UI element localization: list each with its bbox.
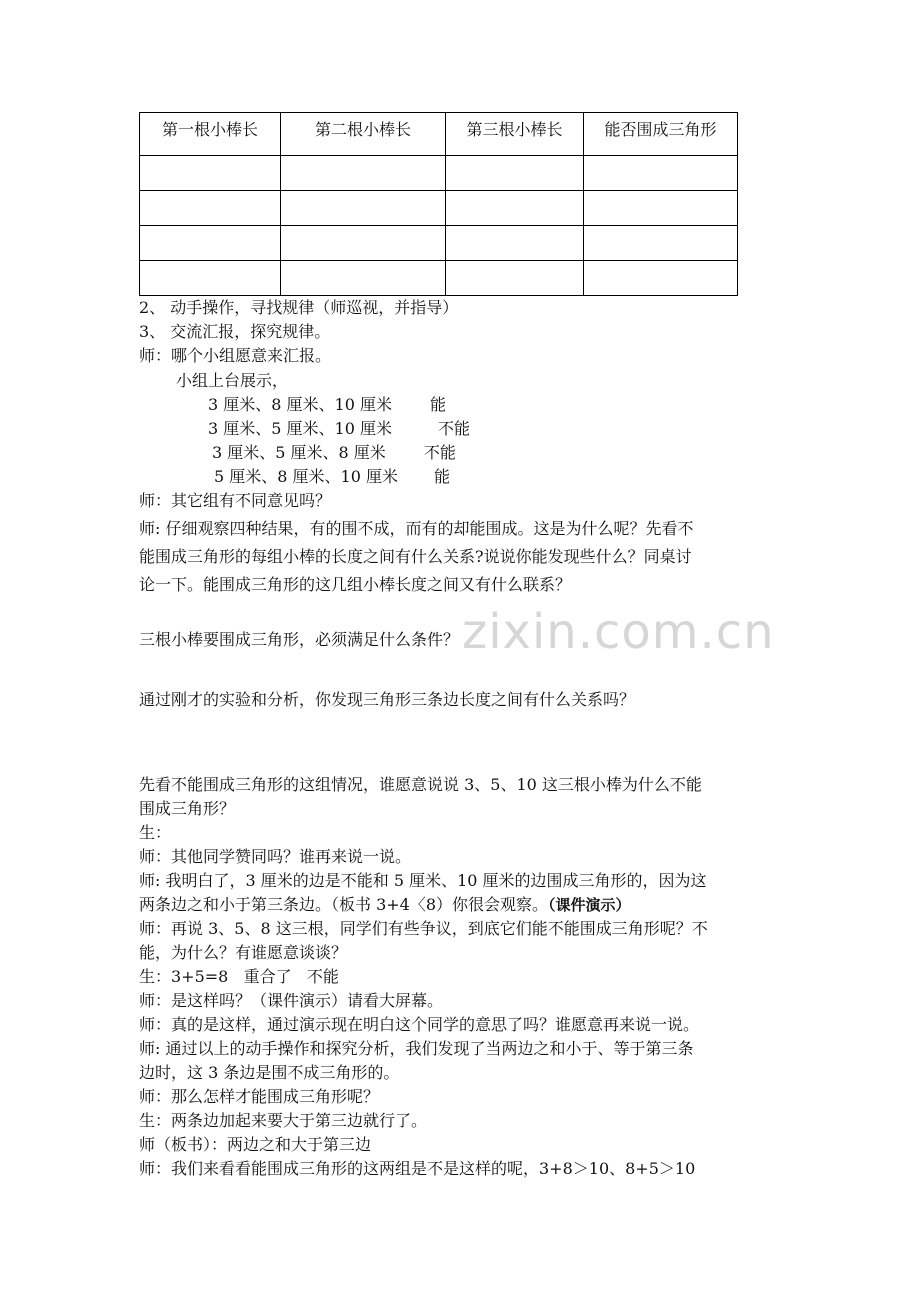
teacher-line: 论一下。能围成三角形的这几组小棒长度之间又有什么联系？ [139, 575, 572, 594]
result-row [214, 465, 450, 488]
teacher-line: 师：哪个小组愿意来汇报。 [139, 346, 332, 365]
result-row [208, 417, 470, 440]
result-verdict: 能 [433, 467, 450, 486]
student-line: 生：两条边加起来要大于第三边就行了。 [139, 1111, 428, 1130]
table-cell [584, 156, 738, 191]
student-line: 生： [139, 823, 172, 842]
stick-length-table [139, 112, 738, 296]
result-sides: 3 厘米、8 厘米、10 厘米 [208, 395, 392, 414]
table-cell [584, 261, 738, 296]
table-header-row [140, 113, 738, 156]
table-row [140, 156, 738, 191]
teacher-line: 师：其它组有不同意见吗？ [139, 491, 332, 510]
table-cell [281, 191, 446, 226]
teacher-line: 师（板书）：两边之和大于第三边 [139, 1135, 372, 1154]
result-verdict: 能 [429, 395, 446, 414]
result-row [212, 441, 456, 464]
watermark: zixin.com.cn [462, 604, 775, 660]
teacher-line: 师：那么怎样才能围成三角形呢？ [139, 1087, 380, 1106]
step-2: 2、 动手操作，寻找规律（师巡视，并指导） [139, 298, 459, 317]
student-line: 生：3+5=8 重合了 不能 [139, 967, 339, 986]
table-cell [281, 226, 446, 261]
table-cell [140, 191, 281, 226]
question-line: 通过刚才的实验和分析，你发现三角形三条边长度之间有什么关系吗？ [139, 690, 636, 709]
result-verdict: 不能 [437, 419, 470, 438]
teacher-line: 师: 我明白了，3 厘米的边是不能和 5 厘米、10 厘米的边围成三角形的，因为这 [139, 871, 707, 890]
paragraph-line: 围成三角形？ [139, 799, 236, 818]
table-cell [584, 191, 738, 226]
teacher-line: 师：其他同学赞同吗？谁再来说一说。 [139, 847, 412, 866]
result-verdict: 不能 [423, 443, 456, 462]
table-cell [281, 156, 446, 191]
result-sides: 5 厘米、8 厘米、10 厘米 [214, 467, 398, 486]
table-cell [140, 261, 281, 296]
table-cell [140, 226, 281, 261]
group-show-line: 小组上台展示， [176, 371, 289, 390]
question-line: 三根小棒要围成三角形，必须满足什么条件？ [139, 630, 460, 649]
step-3: 3、 交流汇报，探究规律。 [139, 322, 331, 341]
table-cell [584, 226, 738, 261]
table-cell [140, 156, 281, 191]
teacher-line: 师：真的是这样，通过演示现在明白这个同学的意思了吗？谁愿意再来说一说。 [139, 1015, 700, 1034]
teacher-line: 能围成三角形的每组小棒的长度之间有什么关系?说说你能发现些什么？同桌讨 [139, 547, 692, 566]
teacher-line: 师：再说 3、5、8 这三根，同学们有些争议，到底它们能不能围成三角形呢？不 [139, 919, 708, 938]
table-row [140, 226, 738, 261]
result-sides: 3 厘米、5 厘米、8 厘米 [212, 443, 386, 462]
table-cell [281, 261, 446, 296]
table-header-cell: 第一根小棒长 [140, 113, 281, 156]
teacher-line: 师: 通过以上的动手操作和探究分析，我们发现了当两边之和小于、等于第三条 [139, 1039, 694, 1058]
teacher-line [139, 893, 631, 917]
result-row [208, 393, 446, 416]
teacher-line: 师：是这样吗？（课件演示）请看大屏幕。 [139, 991, 444, 1010]
teacher-line: 能，为什么？有谁愿意谈谈？ [139, 943, 348, 962]
table-cell [446, 226, 584, 261]
table-cell [446, 191, 584, 226]
bold-note: （课件演示） [548, 896, 631, 914]
table-row [140, 261, 738, 296]
table-header-cell: 第二根小棒长 [281, 113, 446, 156]
table-row [140, 191, 738, 226]
teacher-line: 边时，这 3 条边是围不成三角形的。 [139, 1063, 400, 1082]
table-header-cell: 能否围成三角形 [584, 113, 738, 156]
table-cell [446, 156, 584, 191]
table-cell [446, 261, 584, 296]
teacher-line: 师：我们来看看能围成三角形的这两组是不是这样的呢，3+8＞10、8+5＞10 [139, 1159, 696, 1178]
table-header-cell: 第三根小棒长 [446, 113, 584, 156]
teacher-line: 师: 仔细观察四种结果，有的围不成，而有的却能围成。这是为什么呢？先看不 [139, 519, 694, 538]
paragraph-line: 先看不能围成三角形的这组情况，谁愿意说说 3、5、10 这三根小棒为什么不能 [139, 775, 702, 794]
result-sides: 3 厘米、5 厘米、10 厘米 [208, 419, 392, 438]
teacher-text: 两条边之和小于第三条边。（板书 3+4〈8）你很会观察。 [139, 895, 549, 914]
